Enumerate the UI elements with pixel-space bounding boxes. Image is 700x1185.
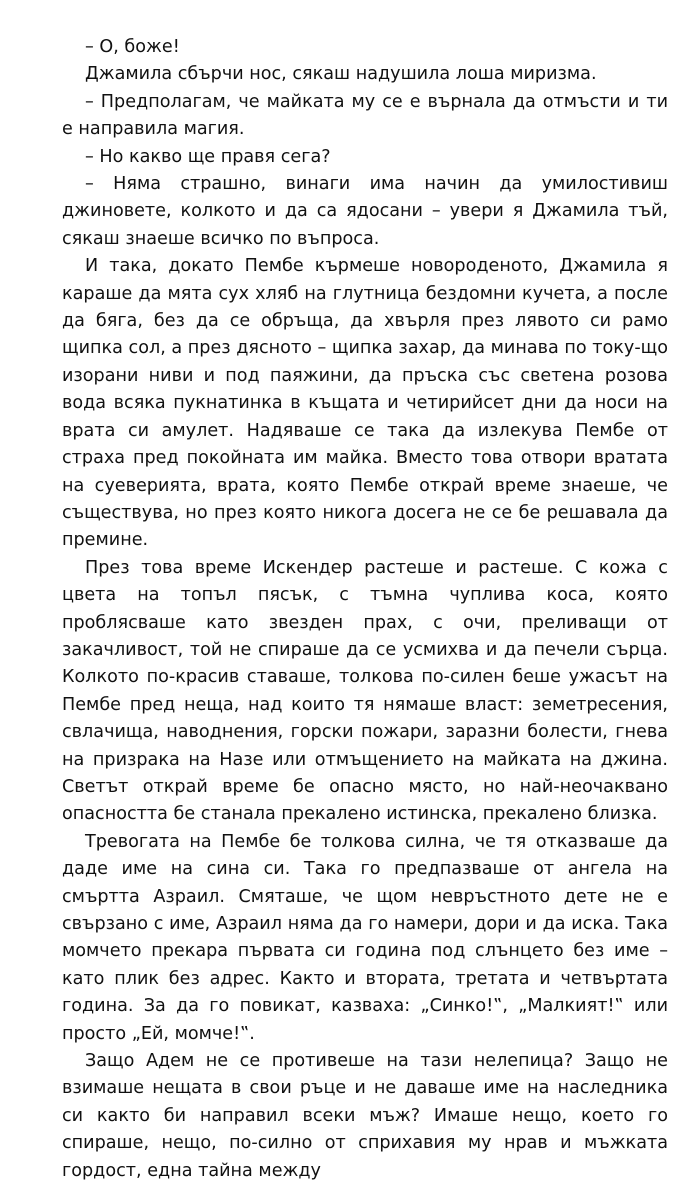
paragraph: Защо Адем не се противеше на тази нелепица? Защо не взимаше нещата в свои ръце и не даваше име на наследника си както би направил всеки мъж? Имаше нещо, което го спираше, нещо, по-силно от сприхавия му нрав и мъжката гордост, една тайна между bbox=[62, 1051, 668, 1181]
paragraph: И така, докато Пембе кърмеше новороденото, Джамила я караше да мята сух хляб на глутница бездомни кучета, а после да бяга, без да се обръща, да хвърля през лявото си рамо щипка сол, а през дясното – щипка захар, да минава по току-що изорани ниви и под паяжини, да пръска със светена розова вода всяка пукнатинка в къщата и четирийсет дни да носи на врата си амулет. Надяваше се така да излекува Пембе от страха пред покойната им майка. Вместо това отвори вратата на суеверията, врата, която Пембе открай време знаеше, че съществува, но през която никога досега не се бе решавала да премине. bbox=[62, 256, 668, 551]
paragraph: – О, боже! bbox=[85, 37, 180, 57]
paragraph: Тревогата на Пембе бе толкова силна, че тя отказваше да даде име на сина си. Така го предпазваше от ангела на смъртта Азраил. Смяташе, че щом невръстното дете не е свързано с име, Азраил няма да го намери, дори и да иска. Така момчето прекара първата си година под слънцето без име – като плик без адрес. Както и втората, третата и четвъртата година. За да го повикат, казваха: „Синко!‟, „Малкият!‟ или просто „Ей, момче!‟. bbox=[62, 831, 668, 1044]
paragraph: – Но какво ще правя сега? bbox=[85, 146, 331, 167]
paragraph: Джамила сбърчи нос, сякаш надушила лоша миризма. bbox=[85, 64, 597, 85]
page-text-body bbox=[62, 34, 668, 1185]
paragraph: През това време Искендер растеше и растеше. С кожа с цвета на топъл пясък, с тъмна чуплива коса, която проблясваше като звезден прах, с очи, преливащи от закачливост, той не спираше да се усмихва и да печели сърца. Колкото по-красив ставаше, толкова по-силен беше ужасът на Пембе пред неща, над които тя нямаше власт: земетресения, свлачища, наводнения, горски пожари, заразни болести, гнева на призрака на Назе или отмъщението на майката на джина. Светът открай време бе опасно място, но най-неочаквано опасността бе станала прекалено истинска, прекалено близка. bbox=[62, 557, 668, 825]
paragraph: – Предполагам, че майката му се е върнала да отмъсти и ти е направила магия. bbox=[62, 91, 668, 140]
paragraph: – Няма страшно, винаги има начин да умилостивиш джиновете, колкото и да са ядосани – увери я Джамила тъй, сякаш знаеше всичко по въпроса. bbox=[62, 174, 668, 249]
